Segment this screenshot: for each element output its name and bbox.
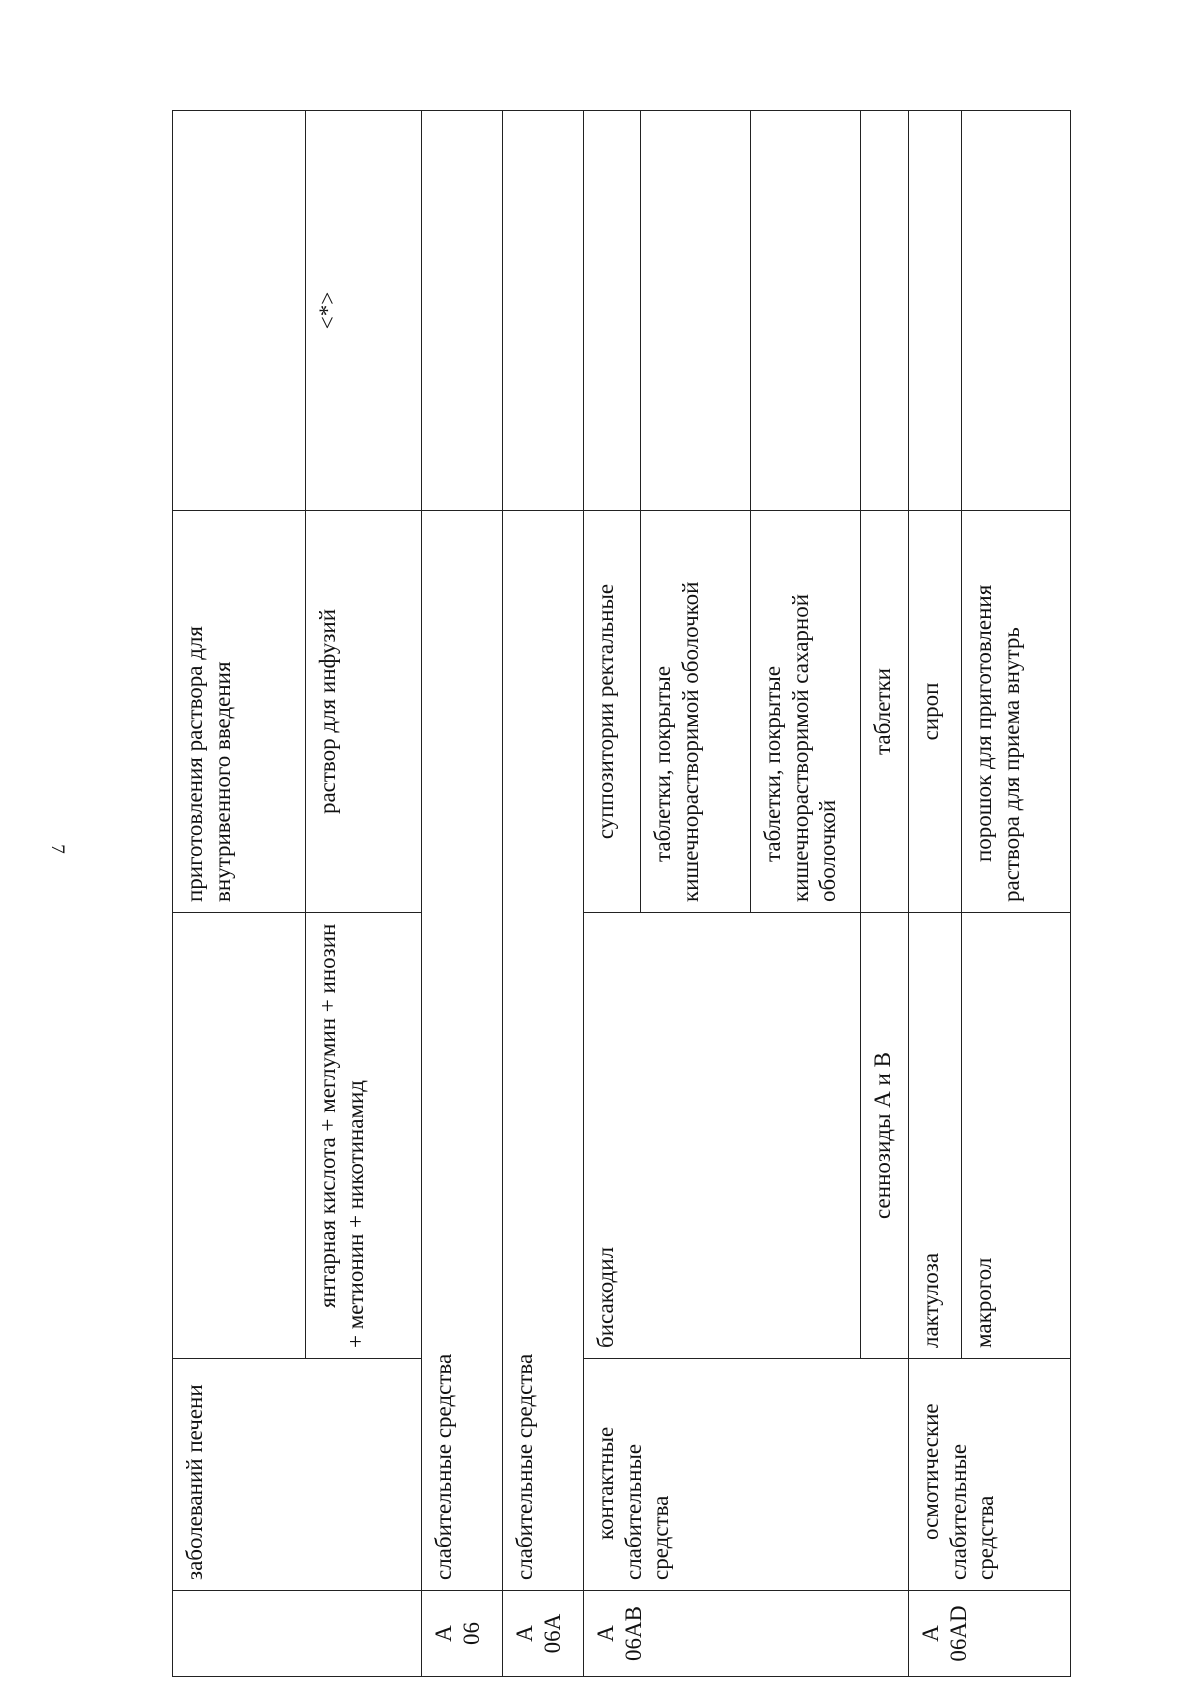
note-cell <box>503 111 584 511</box>
dosage-form-cell: суппозитории ректальные <box>584 511 641 913</box>
table-row <box>422 111 503 1677</box>
dosage-form-cell: раствор для инфузий <box>306 511 422 913</box>
dosage-form-cell: порошок для приготовления раствора для приема внутрь <box>962 511 1071 913</box>
note-cell <box>751 111 861 511</box>
group-cell: слабительные средства <box>422 913 503 1591</box>
drug-name-cell: лактулоза <box>909 913 962 1359</box>
dosage-form-cell: таблетки, покрытые кишечнорастворимой сахарной оболочкой <box>751 511 861 913</box>
note-cell <box>173 111 306 511</box>
note-cell <box>584 111 641 511</box>
drug-name-cell: бисакодил <box>584 913 861 1359</box>
table-row <box>584 111 641 1677</box>
dosage-form-cell: таблетки <box>861 511 909 913</box>
medication-table <box>172 110 1071 1677</box>
table-row <box>909 111 962 1677</box>
note-cell <box>641 111 751 511</box>
group-cell: осмотические слабительные средства <box>909 1359 1071 1591</box>
note-cell: <*> <box>306 111 422 511</box>
drug-name-cell: сеннозиды А и В <box>861 913 909 1359</box>
atc-code-cell: А 06А <box>503 1591 584 1677</box>
atc-code-cell: А 06 <box>422 1591 503 1677</box>
dosage-form-cell <box>503 511 584 913</box>
atc-code-cell <box>173 1591 422 1677</box>
atc-code-cell: А 06АD <box>909 1591 1071 1677</box>
note-cell <box>962 111 1071 511</box>
note-cell <box>861 111 909 511</box>
drug-name-cell: макрогол <box>962 913 1071 1359</box>
drug-name-cell: янтарная кислота + меглумин + инозин + метионин + никотинамид <box>306 913 422 1359</box>
group-cell: слабительные средства <box>503 913 584 1591</box>
page-number: 7 <box>46 844 68 854</box>
dosage-form-cell: таблетки, покрытые кишечнорастворимой оболочкой <box>641 511 751 913</box>
drug-name-cell <box>173 913 306 1359</box>
note-cell <box>909 111 962 511</box>
dosage-form-cell <box>422 511 503 913</box>
dosage-form-cell: приготовления раствора для внутривенного введения <box>173 511 306 913</box>
group-cell: контактные слабительные средства <box>584 1359 909 1591</box>
group-cell: заболеваний печени <box>173 1359 422 1591</box>
dosage-form-cell: сироп <box>909 511 962 913</box>
table-row <box>173 111 306 1677</box>
atc-code-cell: А 06АВ <box>584 1591 909 1677</box>
note-cell <box>422 111 503 511</box>
table-row <box>503 111 584 1677</box>
medication-table-rotated <box>172 111 1070 1677</box>
